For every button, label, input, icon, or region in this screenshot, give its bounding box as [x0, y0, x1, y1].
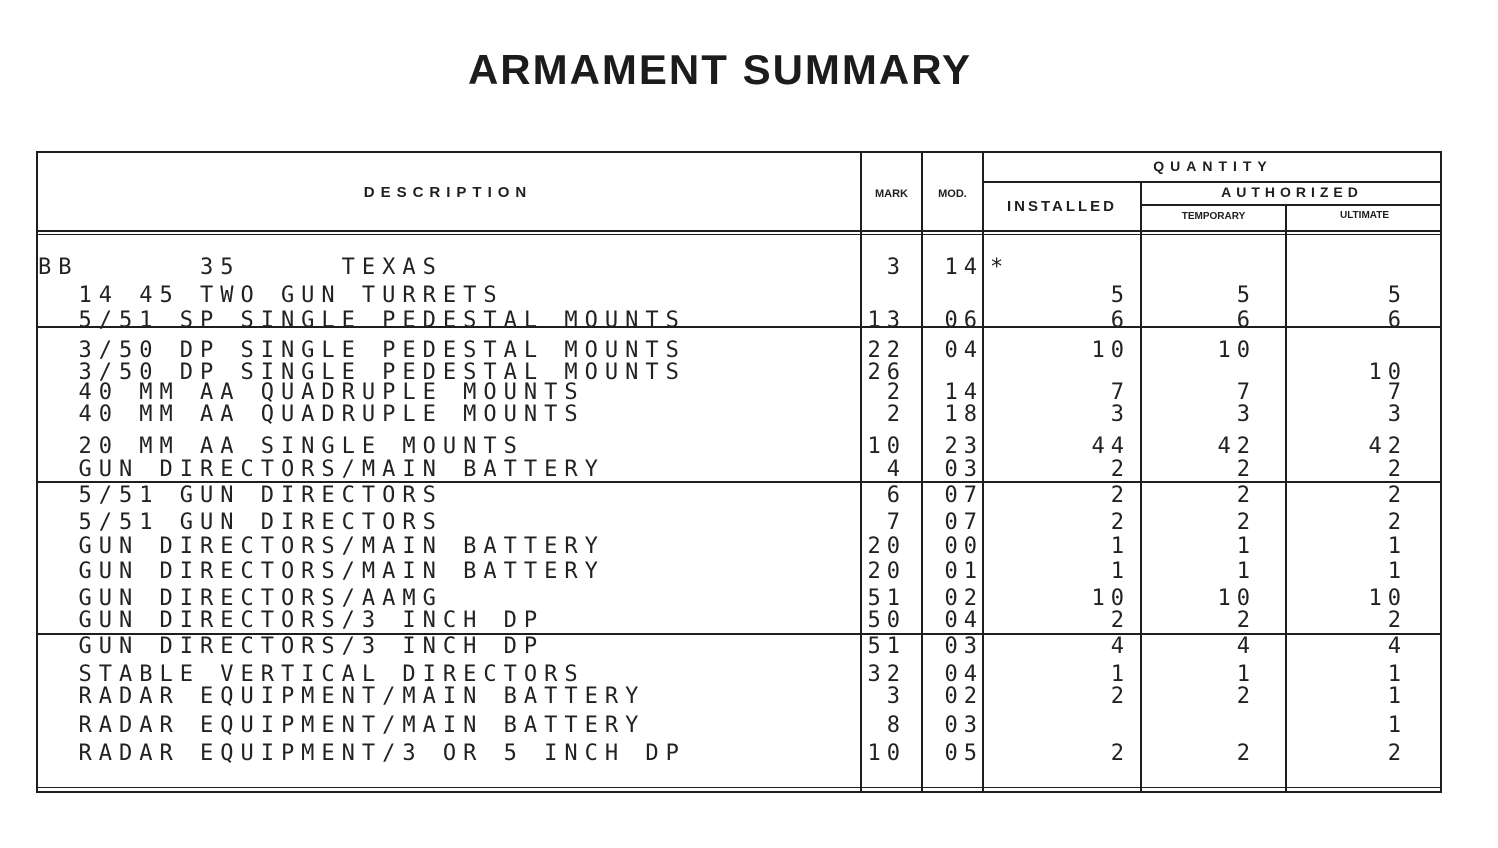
row-description: GUN DIRECTORS/MAIN BATTERY [38, 534, 605, 559]
row-ultimate: 42 [1368, 434, 1407, 459]
mark-header: MARK [875, 188, 908, 200]
table-row [0, 686, 1498, 708]
row-description: 3/50 DP SINGLE PEDESTAL MOUNTS [38, 338, 686, 363]
table-row [0, 459, 1498, 481]
row-description: STABLE VERTICAL DIRECTORS [38, 662, 585, 687]
row-temporary: 7 [1236, 380, 1256, 405]
row-installed: 3 [1110, 402, 1130, 427]
row-installed: 1 [1110, 662, 1130, 687]
row-description: GUN DIRECTORS/3 INCH DP [38, 634, 545, 659]
row-ultimate: 2 [1387, 483, 1407, 508]
row-ultimate: 2 [1387, 510, 1407, 535]
row-description: 40 MM AA QUADRUPLE MOUNTS [38, 402, 585, 427]
table-row [0, 715, 1498, 737]
row-installed: 10 [1091, 586, 1130, 611]
row-ultimate: 1 [1387, 534, 1407, 559]
row-mod: 04 [944, 608, 983, 633]
row-mod: 03 [944, 634, 983, 659]
row-temporary: 2 [1236, 608, 1256, 633]
row-installed: 1 [1110, 559, 1130, 584]
row-description: RADAR EQUIPMENT/MAIN BATTERY [38, 684, 646, 709]
row-mark: 50 [867, 608, 906, 633]
row-mod: 04 [944, 338, 983, 363]
table-bottom-inner-rule [36, 787, 1442, 788]
row-ultimate: 3 [1387, 402, 1407, 427]
row-mark: 3 [886, 255, 906, 280]
row-mark: 2 [886, 402, 906, 427]
document-title: ARMAMENT SUMMARY [467, 46, 973, 93]
row-mark: 20 [867, 534, 906, 559]
table-row [0, 285, 1498, 307]
row-ultimate: 1 [1387, 559, 1407, 584]
row-temporary: 5 [1236, 283, 1256, 308]
row-temporary: 10 [1217, 338, 1256, 363]
header-bottom-rule [36, 230, 1442, 232]
row-temporary: 10 [1217, 586, 1256, 611]
row-ultimate: 5 [1387, 283, 1407, 308]
row-description: BB 35 TEXAS [38, 255, 443, 280]
row-mod: 03 [944, 457, 983, 482]
quantity-header: QUANTITY [1153, 158, 1273, 174]
row-mark: 22 [867, 338, 906, 363]
row-installed: 2 [1110, 483, 1130, 508]
table-row [0, 404, 1498, 426]
row-mark: 4 [886, 457, 906, 482]
row-temporary: 6 [1236, 308, 1256, 333]
row-ultimate: 10 [1368, 360, 1407, 385]
row-installed: 7 [1110, 380, 1130, 405]
row-mod: 07 [944, 510, 983, 535]
row-installed: 10 [1091, 338, 1130, 363]
row-ultimate: 2 [1387, 608, 1407, 633]
row-mod: 02 [944, 586, 983, 611]
description-header: DESCRIPTION [363, 184, 533, 201]
row-installed: 2 [1110, 684, 1130, 709]
row-description: 5/51 GUN DIRECTORS [38, 483, 443, 508]
row-ultimate: 7 [1387, 380, 1407, 405]
mod-header: MOD. [938, 188, 967, 200]
row-temporary: 2 [1236, 741, 1256, 766]
row-installed: 4 [1110, 634, 1130, 659]
row-description: GUN DIRECTORS/AAMG [38, 586, 443, 611]
table-row [0, 536, 1498, 558]
row-temporary: 1 [1236, 534, 1256, 559]
row-asterisk: * [990, 255, 1004, 280]
row-installed: 2 [1110, 457, 1130, 482]
row-mod: 14 [944, 380, 983, 405]
header-double-rule [36, 234, 1442, 235]
row-description: RADAR EQUIPMENT/MAIN BATTERY [38, 713, 646, 738]
row-mod: 04 [944, 662, 983, 687]
row-mark: 10 [867, 434, 906, 459]
table-row [0, 610, 1498, 632]
row-mark: 20 [867, 559, 906, 584]
table-row [0, 561, 1498, 583]
ultimate-header: ULTIMATE [1339, 210, 1390, 221]
row-mod: 23 [944, 434, 983, 459]
row-description: 3/50 DP SINGLE PEDESTAL MOUNTS [38, 360, 686, 385]
row-mod: 03 [944, 713, 983, 738]
row-description: RADAR EQUIPMENT/3 OR 5 INCH DP [38, 741, 686, 766]
row-ultimate: 1 [1387, 662, 1407, 687]
row-ultimate: 2 [1387, 741, 1407, 766]
row-ultimate: 6 [1387, 308, 1407, 333]
row-temporary: 2 [1236, 483, 1256, 508]
row-mod: 01 [944, 559, 983, 584]
row-mark: 10 [867, 741, 906, 766]
row-temporary: 2 [1236, 457, 1256, 482]
row-description: 20 MM AA SINGLE MOUNTS [38, 434, 524, 459]
row-mark: 51 [867, 586, 906, 611]
quantity-rule [982, 181, 1442, 183]
row-description: 14 45 TWO GUN TURRETS [38, 283, 504, 308]
row-mark: 7 [886, 510, 906, 535]
row-installed: 6 [1110, 308, 1130, 333]
row-mark: 51 [867, 634, 906, 659]
row-ultimate: 4 [1387, 634, 1407, 659]
row-description: GUN DIRECTORS/MAIN BATTERY [38, 457, 605, 482]
row-description: 5/51 GUN DIRECTORS [38, 510, 443, 535]
table-row [0, 310, 1498, 332]
row-mod: 02 [944, 684, 983, 709]
row-description: GUN DIRECTORS/3 INCH DP [38, 608, 545, 633]
table-row [0, 588, 1498, 610]
row-mod: 00 [944, 534, 983, 559]
temporary-header: TEMPORARY [1181, 211, 1246, 222]
row-temporary: 4 [1236, 634, 1256, 659]
table-row [0, 743, 1498, 765]
row-installed: 2 [1110, 741, 1130, 766]
table-row [0, 340, 1498, 362]
row-mark: 32 [867, 662, 906, 687]
row-installed: 2 [1110, 608, 1130, 633]
row-temporary: 2 [1236, 684, 1256, 709]
row-mark: 8 [886, 713, 906, 738]
table-row [0, 436, 1498, 458]
table-row [0, 382, 1498, 404]
row-temporary: 2 [1236, 510, 1256, 535]
row-ultimate: 2 [1387, 457, 1407, 482]
row-temporary: 3 [1236, 402, 1256, 427]
table-row [0, 636, 1498, 658]
row-mod: 14 [944, 255, 983, 280]
row-description: 5/51 SP SINGLE PEDESTAL MOUNTS [38, 308, 686, 333]
installed-header: INSTALLED [1006, 198, 1118, 215]
row-description: GUN DIRECTORS/MAIN BATTERY [38, 559, 605, 584]
row-installed: 5 [1110, 283, 1130, 308]
row-mod: 18 [944, 402, 983, 427]
row-temporary: 1 [1236, 559, 1256, 584]
row-temporary: 1 [1236, 662, 1256, 687]
row-mod: 07 [944, 483, 983, 508]
row-mod: 06 [944, 308, 983, 333]
table-row [0, 257, 1498, 279]
authorized-header: AUTHORIZED [1221, 184, 1363, 200]
table-row [0, 664, 1498, 686]
row-installed: 2 [1110, 510, 1130, 535]
table-row [0, 512, 1498, 534]
row-temporary: 42 [1217, 434, 1256, 459]
row-mark: 6 [886, 483, 906, 508]
row-mark: 2 [886, 380, 906, 405]
row-description: 40 MM AA QUADRUPLE MOUNTS [38, 380, 585, 405]
table-row [0, 485, 1498, 507]
row-ultimate: 1 [1387, 713, 1407, 738]
row-mark: 13 [867, 308, 906, 333]
row-mark: 26 [867, 360, 906, 385]
row-mod: 05 [944, 741, 983, 766]
row-installed: 44 [1091, 434, 1130, 459]
authorized-rule [1140, 204, 1442, 206]
row-ultimate: 1 [1387, 684, 1407, 709]
row-installed: 1 [1110, 534, 1130, 559]
row-mark: 3 [886, 684, 906, 709]
row-ultimate: 10 [1368, 586, 1407, 611]
